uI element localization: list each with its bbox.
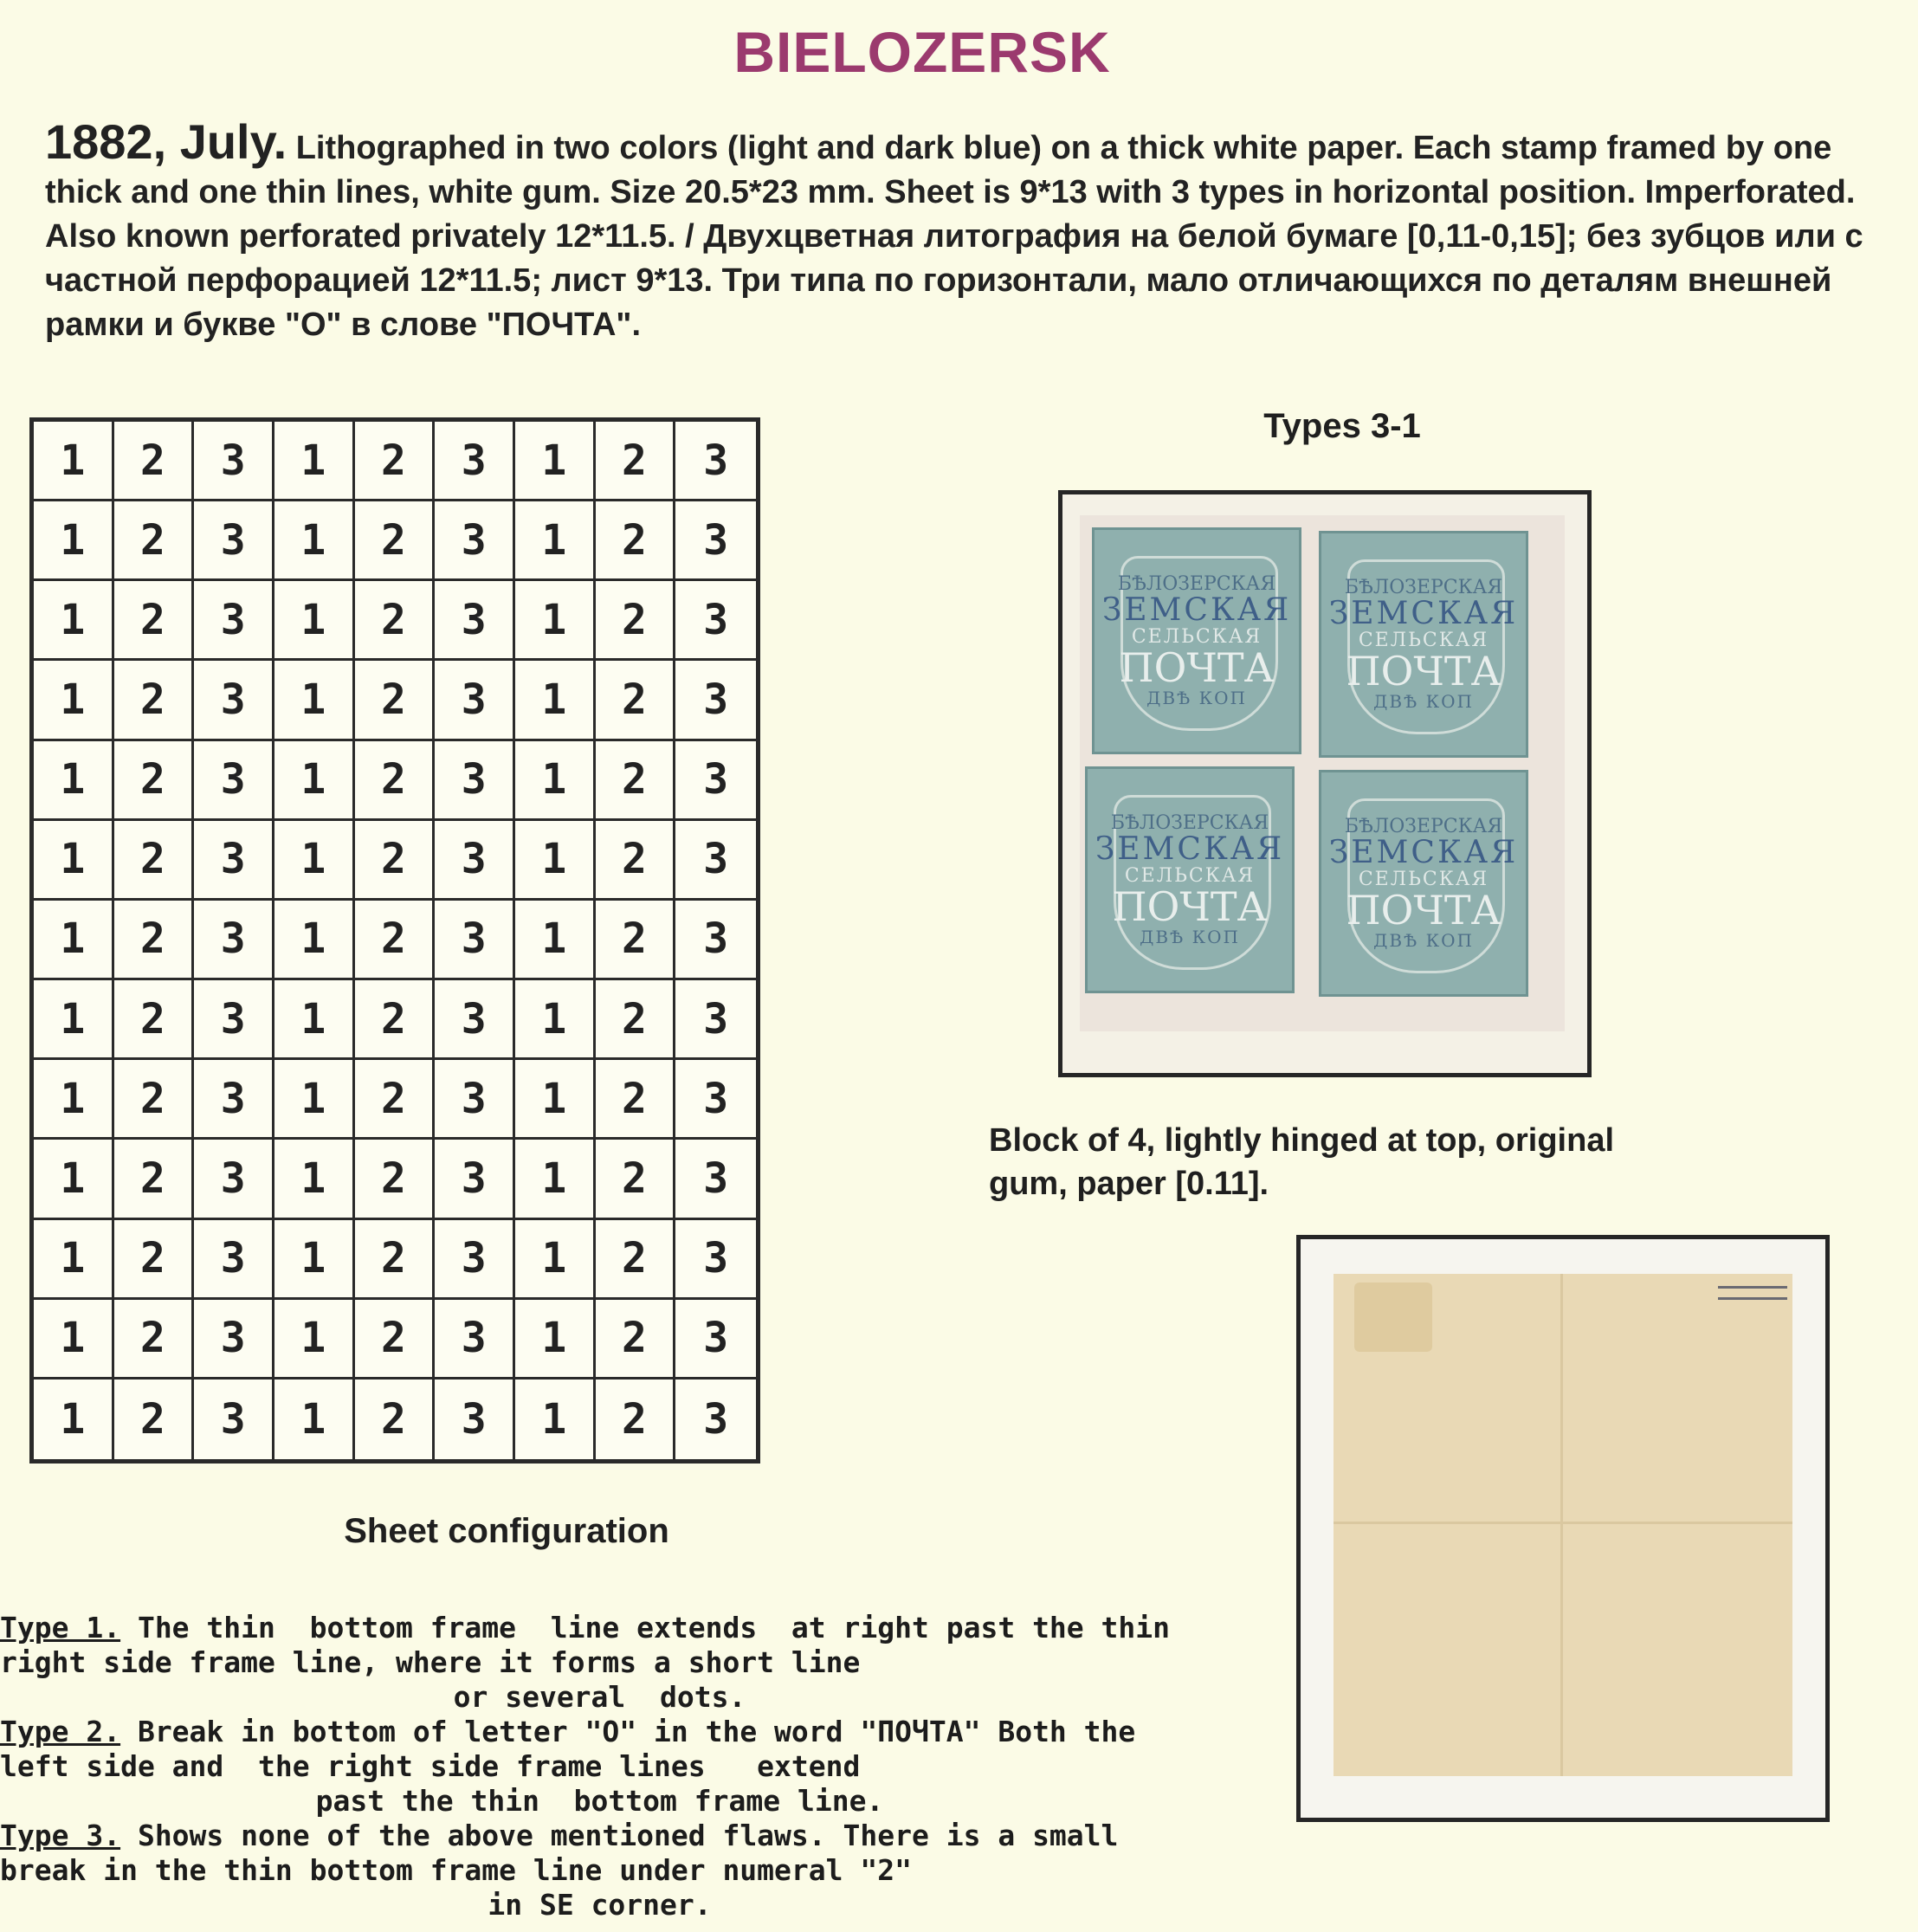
sheet-cell: 3 [194, 581, 274, 661]
sheet-cell: 3 [675, 1060, 756, 1140]
sheet-cell: 1 [515, 1220, 596, 1300]
sheet-cell: 2 [114, 901, 195, 980]
sheet-cell: 3 [675, 901, 756, 980]
sheet-cell: 2 [596, 1300, 676, 1380]
sheet-cell: 1 [515, 741, 596, 821]
sheet-cell: 3 [194, 661, 274, 740]
gum-side [1334, 1274, 1792, 1776]
stamp-inscription: ДВѢ КОП [1373, 690, 1474, 712]
sheet-cell: 2 [355, 1140, 436, 1219]
hinge-remnant [1354, 1283, 1432, 1352]
sheet-cell: 2 [114, 1220, 195, 1300]
stamp-inscription: СЕЛЬСКАЯ [1358, 630, 1489, 652]
stamp-inscription: ДВѢ КОП [1140, 926, 1240, 947]
edge-mark [1718, 1286, 1787, 1300]
sheet-cell: 2 [355, 1060, 436, 1140]
sheet-cell: 2 [355, 980, 436, 1060]
gutter-vertical [1560, 1274, 1563, 1776]
stamp-inscription: СЕЛЬСКАЯ [1358, 869, 1489, 891]
sheet-cell: 3 [675, 661, 756, 740]
type2-heading: Type 2. [0, 1715, 121, 1748]
sheet-cell: 1 [515, 980, 596, 1060]
sheet-cell: 3 [675, 980, 756, 1060]
sheet-cell: 3 [194, 1380, 274, 1459]
sheet-cell: 1 [515, 581, 596, 661]
sheet-cell: 2 [596, 1220, 676, 1300]
sheet-cell: 2 [596, 422, 676, 501]
gutter-horizontal [1334, 1522, 1792, 1524]
sheet-cell: 1 [274, 1380, 355, 1459]
stamp-block-reverse-image [1296, 1235, 1830, 1822]
sheet-cell: 1 [274, 741, 355, 821]
sheet-cell: 3 [435, 422, 515, 501]
sheet-cell: 1 [274, 1300, 355, 1380]
sheet-cell: 3 [435, 741, 515, 821]
sheet-cell: 3 [435, 1060, 515, 1140]
sheet-cell: 2 [596, 980, 676, 1060]
sheet-cell: 2 [114, 1140, 195, 1219]
stamp-inscription: БѢЛОЗЕРСКАЯ [1110, 812, 1269, 835]
sheet-cell: 2 [355, 741, 436, 821]
sheet-cell: 3 [703, 1394, 729, 1444]
sheet-cell: 2 [114, 821, 195, 901]
sheet-cell: 2 [114, 741, 195, 821]
sheet-cell: 3 [435, 901, 515, 980]
type2-text: Break in bottom of letter "O" in the word "ПОЧТА" Both the left side and the right side frame lines extend [0, 1715, 1153, 1783]
stamp-inscription: СЕЛЬСКАЯ [1124, 865, 1256, 888]
sheet-cell: 3 [194, 901, 274, 980]
stamp [1319, 531, 1528, 758]
sheet-cell: 3 [194, 1140, 274, 1219]
intro-paragraph [45, 114, 1889, 347]
sheet-caption: Sheet configuration [344, 1512, 669, 1550]
sheet-cell: 1 [34, 1140, 114, 1219]
sheet-cell: 1 [515, 901, 596, 980]
sheet-cell: 1 [34, 980, 114, 1060]
sheet-cell: 3 [435, 1140, 515, 1219]
sheet-cell: 3 [194, 1220, 274, 1300]
sheet-cell: 1 [274, 1060, 355, 1140]
sheet-cell: 2 [114, 661, 195, 740]
intro-date: 1882, July. [45, 114, 287, 169]
sheet-cell: 2 [114, 1060, 195, 1140]
stamp [1319, 770, 1528, 997]
stamp-inscription: ДВѢ КОП [1373, 929, 1474, 951]
sheet-cell: 1 [515, 1060, 596, 1140]
sheet-cell: 3 [435, 1220, 515, 1300]
type1-text: The thin bottom frame line extends at right past the thin right side frame line, where it forms a short line [0, 1611, 1187, 1679]
sheet-cell: 2 [355, 821, 436, 901]
sheet-cell: 3 [675, 1140, 756, 1219]
stamp [1085, 766, 1295, 993]
stamp-inscription: ПОЧТА [1346, 648, 1501, 695]
sheet-cell: 2 [355, 901, 436, 980]
sheet-cell: 1 [515, 1380, 596, 1459]
type1-heading: Type 1. [0, 1611, 121, 1644]
sheet-cell: 1 [34, 1380, 114, 1459]
sheet-cell: 3 [435, 821, 515, 901]
type2-tail: past the thin bottom frame line. [315, 1784, 884, 1818]
sheet-cell: 2 [355, 581, 436, 661]
stamp-inscription: ЗЕМСКАЯ [1095, 831, 1285, 868]
sheet-cell: 1 [34, 741, 114, 821]
sheet-cell: 1 [274, 821, 355, 901]
stamp-block-image [1058, 490, 1592, 1077]
sheet-cell: 3 [675, 741, 756, 821]
stamp-inscription: ПОЧТА [1346, 887, 1501, 934]
sheet-cell: 1 [34, 581, 114, 661]
stamp-inscription: БѢЛОЗЕРСКАЯ [1117, 573, 1276, 596]
sheet-cell: 3 [435, 1300, 515, 1380]
stamp-inscription: СЕЛЬСКАЯ [1131, 626, 1263, 649]
sheet-cell: 3 [675, 821, 756, 901]
sheet-cell: 3 [435, 501, 515, 581]
sheet-cell: 2 [114, 1380, 195, 1459]
stamp-inscription: ЗЕМСКАЯ [1101, 592, 1292, 629]
stamp-block-sheet [1080, 515, 1565, 1031]
sheet-cell: 3 [435, 581, 515, 661]
sheet-cell: 2 [114, 980, 195, 1060]
stamp-inscription: ДВѢ КОП [1146, 687, 1247, 708]
intro-description: Lithographed in two colors (light and dark blue) on a thick white paper. Each stamp framed by one thick and one thin lines, white gum. Size 20.5*23 mm. Sheet is 9*13 with 3 types in horizontal position. Imperforated. Also known perforated privately 12*11.5. / Двухцветная литография на белой бумаге [0,11-0,15]; без зубцов или с частной перфорацией 12*11.5; лист 9*13. Три типа по горизонтали, мало отличающихся по деталям внешней рамки и букве "О" в слове "ПОЧТА". [45, 130, 1863, 343]
sheet-cell: 3 [194, 501, 274, 581]
sheet-cell: 2 [596, 741, 676, 821]
stamp-inscription: БѢЛОЗЕРСКАЯ [1344, 577, 1503, 599]
sheet-cell: 1 [274, 501, 355, 581]
sheet-cell: 1 [515, 422, 596, 501]
sheet-cell: 3 [675, 501, 756, 581]
sheet-cell: 1 [34, 901, 114, 980]
block-description: Block of 4, lightly hinged at top, original gum, paper [0.11]. [989, 1122, 1615, 1202]
type-descriptions [0, 1611, 1199, 1922]
sheet-cell: 2 [114, 501, 195, 581]
sheet-cell: 1 [274, 980, 355, 1060]
sheet-cell: 1 [34, 501, 114, 581]
sheet-cell: 1 [34, 1060, 114, 1140]
sheet-cell: 2 [596, 821, 676, 901]
type3-tail: in SE corner. [488, 1888, 712, 1922]
sheet-cell: 2 [355, 422, 436, 501]
sheet-cell: 1 [515, 661, 596, 740]
sheet-cell: 1 [515, 1300, 596, 1380]
sheet-cell: 2 [355, 501, 436, 581]
stamp-inscription: ЗЕМСКАЯ [1328, 596, 1519, 632]
sheet-cell: 3 [194, 741, 274, 821]
stamp-inscription: ЗЕМСКАЯ [1328, 835, 1519, 871]
sheet-cell: 2 [596, 901, 676, 980]
sheet-cell: 1 [34, 661, 114, 740]
sheet-cell: 2 [596, 1380, 676, 1459]
stamp [1092, 527, 1301, 754]
sheet-cell: 1 [34, 821, 114, 901]
sheet-cell: 1 [274, 1220, 355, 1300]
sheet-cell: 2 [355, 1300, 436, 1380]
sheet-cell: 3 [675, 1220, 756, 1300]
sheet-cell: 2 [596, 1060, 676, 1140]
sheet-configuration-grid [29, 417, 760, 1464]
sheet-cell: 2 [114, 581, 195, 661]
sheet-cell: 1 [34, 1220, 114, 1300]
type1-tail: or several dots. [453, 1680, 746, 1714]
sheet-cell: 2 [114, 1300, 195, 1380]
sheet-cell: 3 [194, 821, 274, 901]
type3-text: Shows none of the above mentioned flaws. There is a small break in the thin bottom frame line under numeral "2" [0, 1819, 1136, 1887]
sheet-cell: 1 [274, 1140, 355, 1219]
sheet-cell: 3 [435, 980, 515, 1060]
sheet-cell: 1 [274, 581, 355, 661]
sheet-cell: 3 [675, 1300, 756, 1380]
sheet-cell: 3 [675, 422, 756, 501]
sheet-cell: 1 [515, 821, 596, 901]
sheet-cell: 3 [194, 1300, 274, 1380]
stamp-inscription: ПОЧТА [1112, 883, 1268, 931]
sheet-cell: 3 [194, 1060, 274, 1140]
sheet-cell: 1 [274, 661, 355, 740]
sheet-cell: 1 [515, 1140, 596, 1219]
sheet-cell: 2 [355, 1380, 436, 1459]
sheet-cell: 2 [596, 501, 676, 581]
sheet-cell: 2 [114, 422, 195, 501]
sheet-cell: 2 [355, 1220, 436, 1300]
types-caption: Types 3-1 [1263, 407, 1421, 445]
sheet-cell: 3 [194, 980, 274, 1060]
sheet-cell: 3 [194, 422, 274, 501]
sheet-cell: 3 [675, 581, 756, 661]
type3-heading: Type 3. [0, 1819, 121, 1852]
sheet-cell: 1 [515, 501, 596, 581]
sheet-cell: 2 [596, 661, 676, 740]
sheet-cell: 1 [274, 901, 355, 980]
page-title: BIELOZERSK [733, 20, 1111, 84]
sheet-cell: 2 [355, 661, 436, 740]
sheet-cell: 3 [435, 661, 515, 740]
sheet-cell: 2 [596, 1140, 676, 1219]
sheet-cell: 1 [34, 422, 114, 501]
sheet-cell: 2 [596, 581, 676, 661]
sheet-cell: 3 [435, 1380, 515, 1459]
stamp-inscription: ПОЧТА [1119, 644, 1275, 692]
sheet-cell: 1 [34, 1300, 114, 1380]
sheet-cell: 1 [274, 422, 355, 501]
stamp-inscription: БѢЛОЗЕРСКАЯ [1344, 816, 1503, 838]
